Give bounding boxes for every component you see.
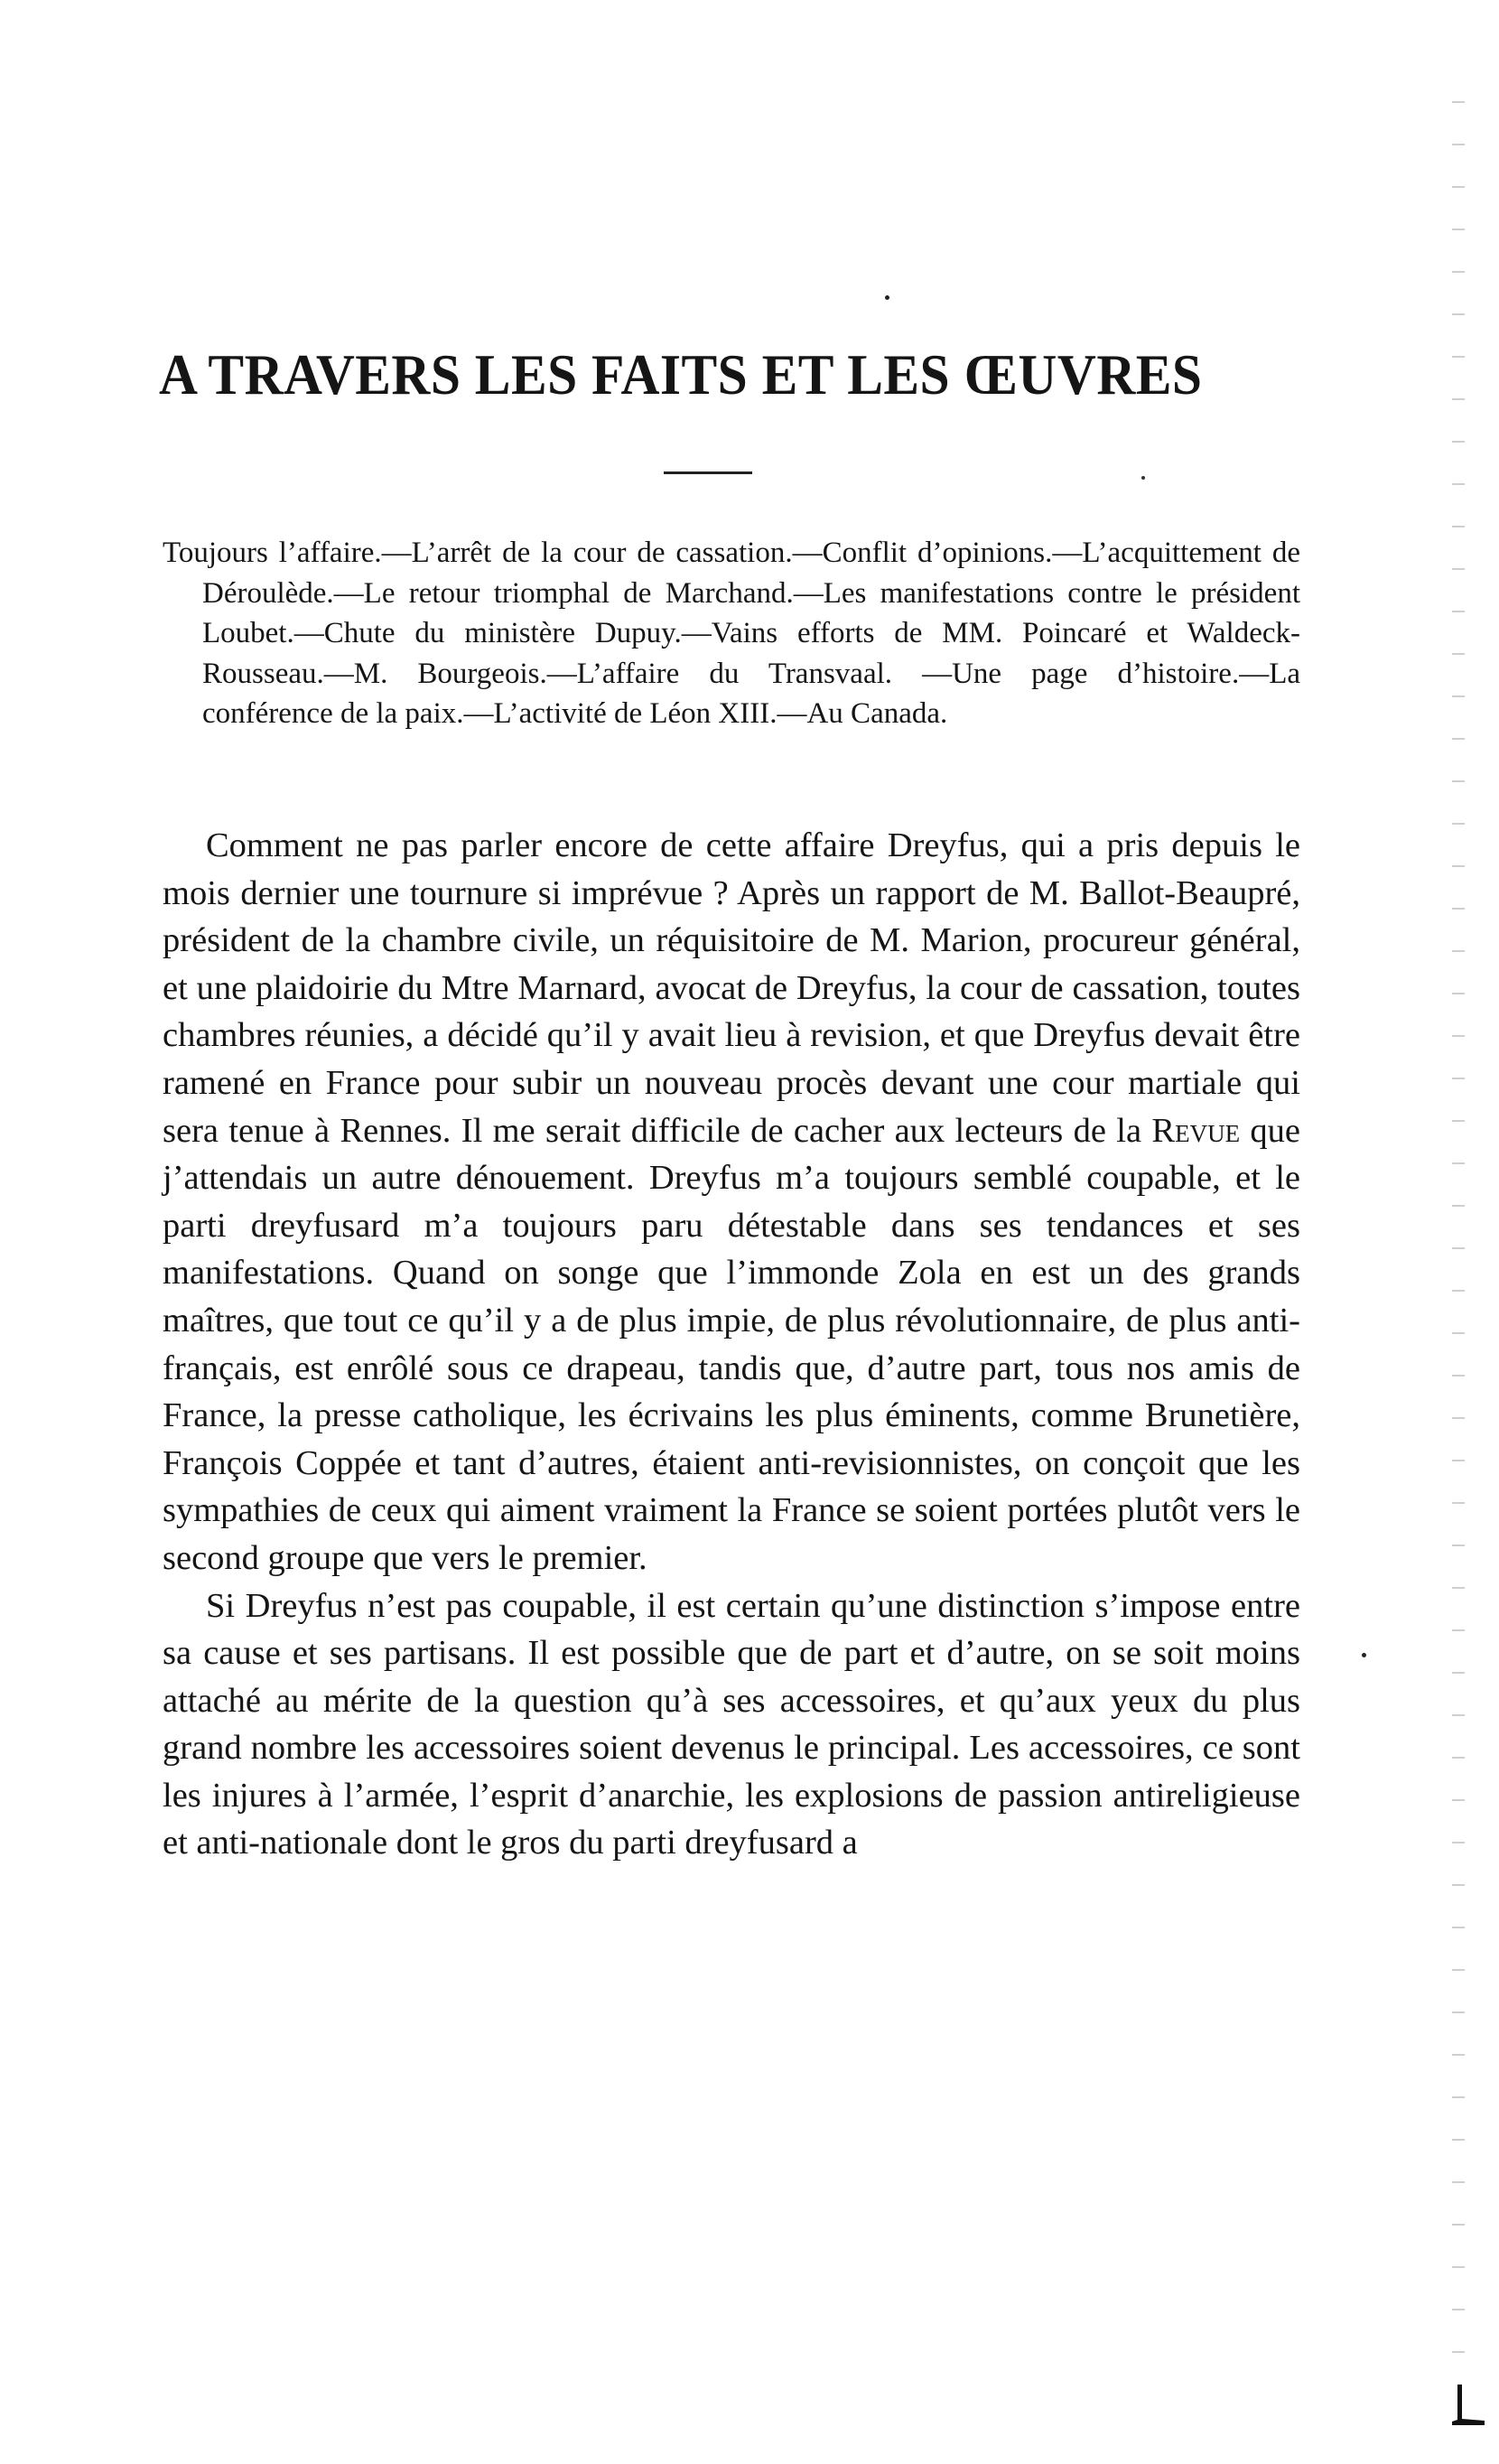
body-paragraph xyxy=(163,822,1300,1582)
page-edge-scan-marks xyxy=(1452,81,1465,2394)
title-rule xyxy=(664,471,752,474)
article-title: A TRAVERS LES FAITS ET LES ŒUVRES xyxy=(159,342,1203,406)
paragraph-text: que j’attendais un autre dénouement. Dreyfus m’a toujours semblé coupable, et le parti dreyfusard m’a toujours paru détestable dans ses tendances et ses manifestations. Quand on songe que l’immonde Zola en est un des grands maîtres, que tout ce qu’il y a de plus impie, de plus révolutionnaire, de plus anti-français, est enrôlé sous ce drapeau, tandis que, d’autre part, tous nos amis de France, la presse catholique, les écrivains les plus éminents, comme Brunetière, François Coppée et tant d’autres, étaient anti-revisionnistes, on conçoit que les sympathies de ceux qui aiment vraiment la France se soient portées plutôt vers le second groupe que vers le premier. xyxy=(163,1111,1301,1577)
article-summary xyxy=(163,533,1300,734)
paragraph-text: Comment ne pas parler encore de cette affaire Dreyfus, qui a pris depuis le mois dernier une tournure si imprévue ? Après un rapport de M. Ballot-Beaupré, président de la chambre civile, un réquisitoire de M. Marion, procureur général, et une plaidoirie du Mtre Marnard, avocat de Dreyfus, la cour de cassation, toutes chambres réunies, a décidé qu’il y avait lieu à revision, et que Dreyfus devait être ramené en France pour subir un nouveau procès devant une cour martiale qui sera tenue à Rennes. Il me serait difficile de cacher aux lecteurs de la xyxy=(163,826,1300,1150)
ink-dot xyxy=(1141,476,1145,480)
ink-dot xyxy=(1362,1653,1366,1657)
body-paragraph: Si Dreyfus n’est pas coupable, il est certain qu’une distinction s’impose entre sa cause et ses partisans. Il est possible que de part et d’autre, on se soit moins attaché au mérite de la question qu’à ses accessoires, et qu’aux yeux du plus grand nombre les accessoires soient devenus le principal. Les accessoires, ce sont les injures à l’armée, l’esprit d’anarchie, les explosions de passion antireligieuse et anti-nationale dont le gros du parti dreyfusard a xyxy=(163,1586,1300,1862)
revue-name: Revue xyxy=(1151,1111,1241,1150)
article-body xyxy=(163,822,1300,1867)
summary-text: Toujours l’affaire.—L’arrêt de la cour de cassation.—Conflit d’opinions.—L’acquittement de Déroulède.—Le retour triomphal de Marchand.—Les manifestations contre le président Loubet.—Chute du ministère Dupuy.—Vains efforts de MM. Poincaré et Waldeck-Rousseau.—M. Bourgeois.—L’affaire du Transvaal. —Une page d’histoire.—La conférence de la paix.—L’activité de Léon XIII.—Au Canada. xyxy=(163,537,1300,730)
corner-ink-mark-icon xyxy=(1448,2383,1486,2428)
ink-dot xyxy=(885,295,889,300)
